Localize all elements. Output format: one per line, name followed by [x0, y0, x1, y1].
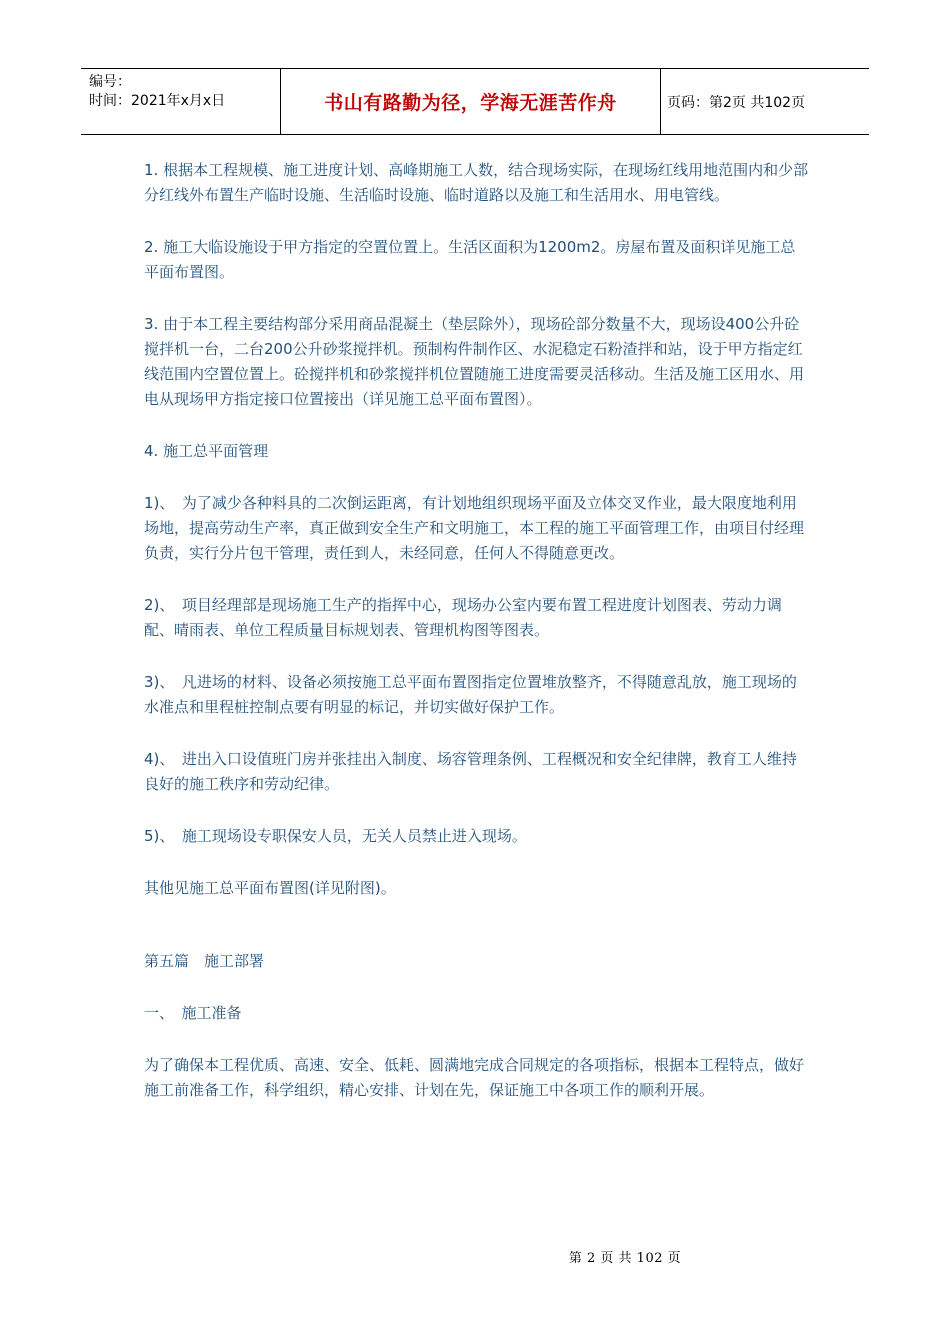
list-item-management-5: 5)、 施工现场设专职保安人员，无关人员禁止进入现场。	[144, 827, 527, 845]
list-item-management-4: 4)、 进出入口设值班门房并张挂出入制度、场容管理条例、工程概况和安全纪律牌，教育工人维持良好的施工秩序和劳动纪律。	[144, 750, 797, 793]
document-body	[144, 158, 809, 1130]
chapter-heading-construction-deployment: 第五篇 施工部署	[144, 952, 265, 970]
paragraph-concrete-mixers: 3. 由于本工程主要结构部分采用商品混凝土（垫层除外），现场砼部分数量不大，现场设400公升砼搅拌机一台，二台200公升砂浆搅拌机。预制构件制作区、水泥稳定石粉渣拌和站，设于甲方指定红线范围内空置位置上。砼搅拌机和砂浆搅拌机位置随施工进度需要灵活移动。生活及施工区用水、用电从现场甲方指定接口位置接出（详见施工总平面布置图）。	[144, 315, 805, 408]
list-item-management-1: 1)、 为了减少各种料具的二次倒运距离，有计划地组织现场平面及立体交叉作业，最大限度地利用场地，提高劳动生产率，真正做到安全生产和文明施工，本工程的施工平面管理工作，由项目付经理负责，实行分片包干管理，责任到人，未经同意，任何人不得随意更改。	[144, 494, 805, 562]
section-heading-site-management: 4. 施工总平面管理	[144, 442, 269, 460]
paragraph-temporary-facilities: 2. 施工大临设施设于甲方指定的空置位置上。生活区面积为1200m2。房屋布置及面积详见施工总平面布置图。	[144, 238, 796, 281]
paragraph-see-attachment: 其他见施工总平面布置图(详见附图)。	[144, 879, 396, 897]
header-meta	[81, 69, 281, 134]
list-item-management-2: 2)、 项目经理部是现场施工生产的指挥中心，现场办公室内要布置工程进度计划图表、劳动力调配、晴雨表、单位工程质量目标规划表、管理机构图等图表。	[144, 596, 782, 639]
document-number-label: 编号：	[89, 74, 131, 90]
list-item-management-3: 3)、 凡进场的材料、设备必须按施工总平面布置图指定位置堆放整齐，不得随意乱放，施工现场的水准点和里程桩控制点要有明显的标记，并切实做好保护工作。	[144, 673, 797, 716]
paragraph-site-layout: 1. 根据本工程规模、施工进度计划、高峰期施工人数，结合现场实际，在现场红线用地范围内和少部分红线外布置生产临时设施、生活临时设施、临时道路以及施工和生活用水、用电管线。	[144, 161, 809, 204]
paragraph-preparation-purpose: 为了确保本工程优质、高速、安全、低耗、圆满地完成合同规定的各项指标，根据本工程特点，做好施工前准备工作，科学组织，精心安排、计划在先，保证施工中各项工作的顺利开展。	[144, 1056, 805, 1099]
header-page-info: 页码：第2页 共102页	[667, 94, 806, 111]
page-header	[81, 68, 869, 135]
section-heading-construction-preparation: 一、 施工准备	[144, 1004, 242, 1022]
page-footer: 第 2 页 共 102 页	[568, 1251, 682, 1266]
header-motto: 书山有路勤为径，学海无涯苦作舟	[281, 69, 661, 134]
document-time-label: 时间：2021年x月x日	[89, 93, 226, 109]
